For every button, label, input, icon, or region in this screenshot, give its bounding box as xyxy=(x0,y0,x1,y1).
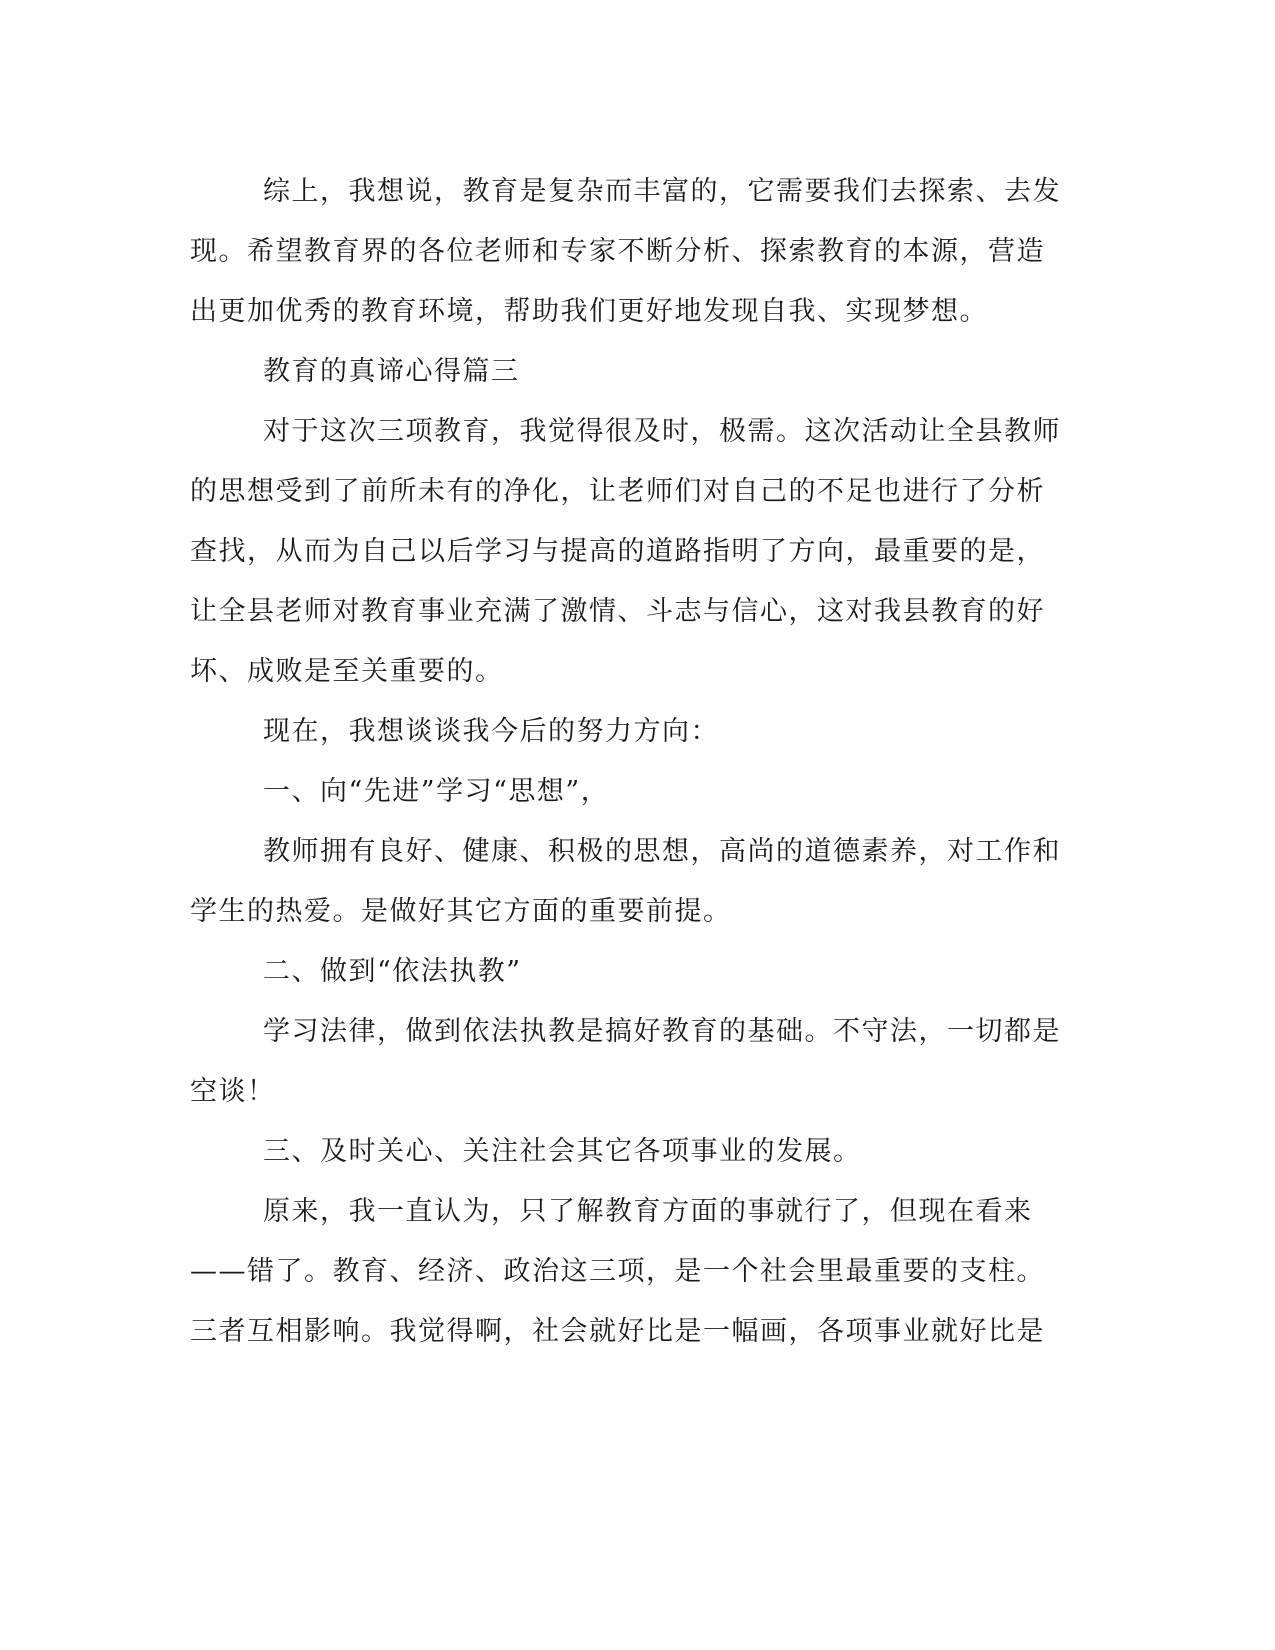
text-line: 的思想受到了前所未有的净化，让老师们对自己的不足也进行了分析 xyxy=(190,476,1045,507)
text-line: 对于这次三项教育，我觉得很及时，极需。这次活动让全县教师 xyxy=(263,416,1061,447)
text-line: 坏、成败是至关重要的。 xyxy=(190,656,504,687)
text-line: 综上，我想说，教育是复杂而丰富的，它需要我们去探索、去发 xyxy=(263,176,1061,207)
text-line: 现。希望教育界的各位老师和专家不断分析、探索教育的本源，营造 xyxy=(190,236,1045,267)
list-item-heading: 三、及时关心、关注社会其它各项事业的发展。 xyxy=(263,1136,862,1167)
document-body xyxy=(190,162,1075,1362)
text-line: 三者互相影响。我觉得啊，社会就好比是一幅画，各项事业就好比是 xyxy=(190,1316,1045,1347)
text-line: 学习法律，做到依法执教是搞好教育的基础。不守法，一切都是 xyxy=(263,1016,1061,1047)
text-line: 原来，我一直认为，只了解教育方面的事就行了，但现在看来 xyxy=(263,1196,1033,1227)
text-line: 出更加优秀的教育环境，帮助我们更好地发现自我、实现梦想。 xyxy=(190,296,988,327)
section-heading: 教育的真谛心得篇三 xyxy=(263,356,520,387)
text-line: ——错了。教育、经济、政治这三项，是一个社会里最重要的支柱。 xyxy=(190,1256,1045,1287)
text-line: 空谈！ xyxy=(190,1076,276,1107)
text-line: 查找，从而为自己以后学习与提高的道路指明了方向，最重要的是， xyxy=(190,536,1045,567)
text-line: 现在，我想谈谈我今后的努力方向： xyxy=(263,716,719,747)
text-line: 教师拥有良好、健康、积极的思想，高尚的道德素养，对工作和 xyxy=(263,836,1061,867)
list-item-heading: 一、向“先进”学习“思想”， xyxy=(263,776,610,807)
text-line: 学生的热爱。是做好其它方面的重要前提。 xyxy=(190,896,732,927)
list-item-heading: 二、做到“依法执教” xyxy=(263,956,522,987)
text-line: 让全县老师对教育事业充满了激情、斗志与信心，这对我县教育的好 xyxy=(190,596,1045,627)
